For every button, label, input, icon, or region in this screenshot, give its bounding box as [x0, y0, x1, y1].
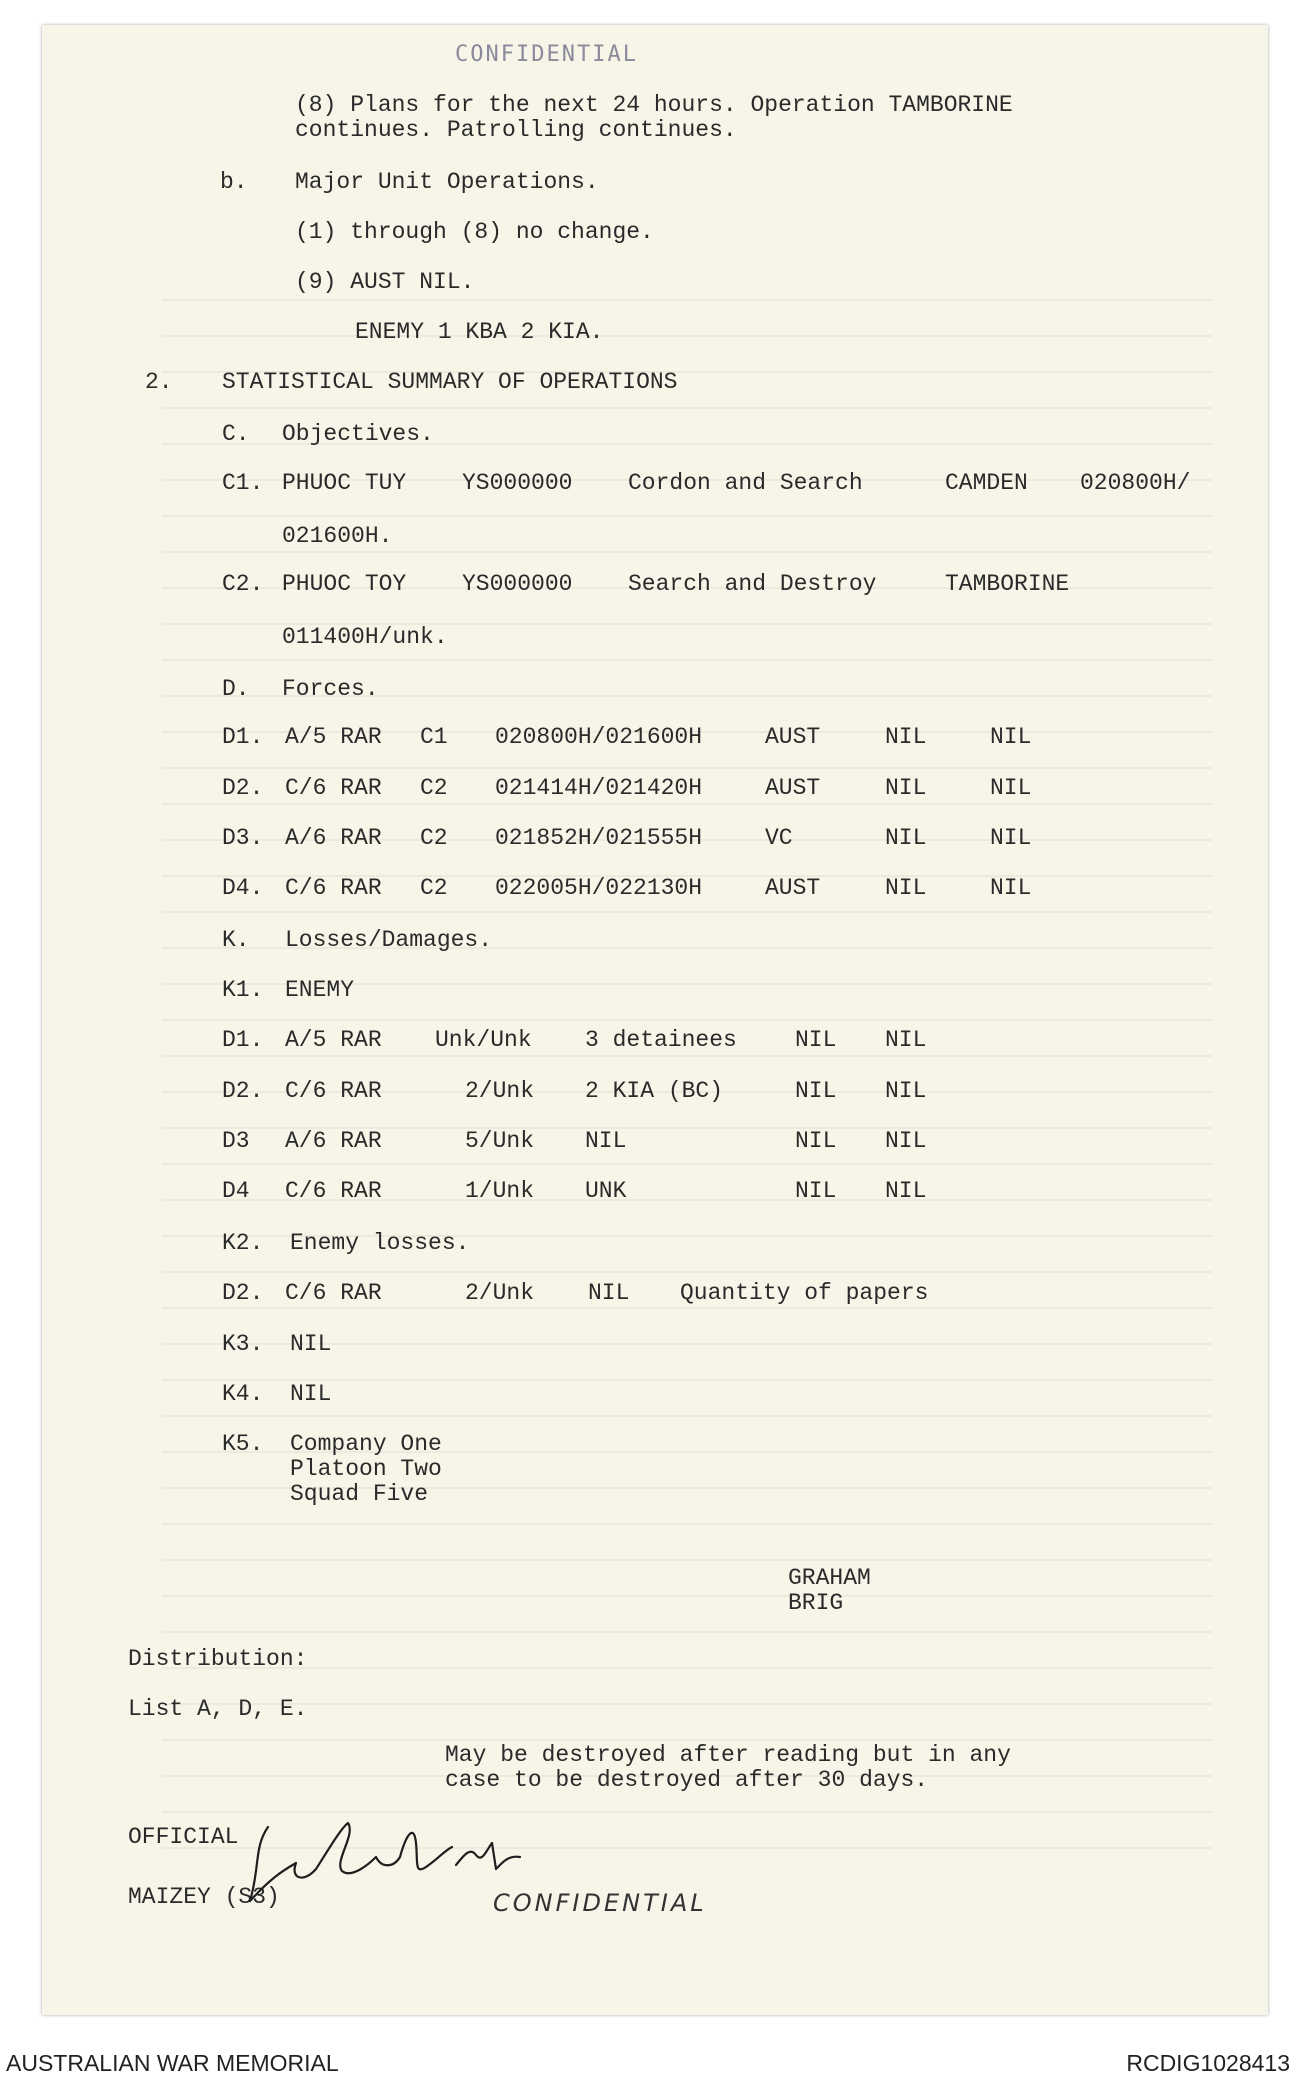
header-stamp: CONFIDENTIAL: [455, 42, 638, 67]
para-b-title: Major Unit Operations.: [295, 169, 599, 195]
loss-val: NIL: [795, 1027, 837, 1053]
para-a8-line2: continues. Patrolling continues.: [295, 117, 737, 143]
loss-unit: C/6 RAR: [285, 1078, 382, 1104]
loss-desc: UNK: [585, 1178, 627, 1204]
obj-type: Search and Destroy: [628, 571, 877, 597]
punch-hole: [1280, 840, 1302, 866]
b-item: (1) through (8) no change.: [295, 219, 654, 245]
official-label: OFFICIAL: [128, 1824, 239, 1850]
force-val: NIL: [885, 875, 927, 901]
k2-row-unit: C/6 RAR: [285, 1280, 382, 1306]
distribution-list: List A, D, E.: [128, 1696, 308, 1722]
k1-title: ENEMY: [285, 977, 355, 1003]
loss-desc: 2 KIA (BC): [585, 1078, 724, 1104]
force-unit: C/6 RAR: [285, 875, 382, 901]
forces-title: Forces.: [282, 676, 379, 702]
punch-hole: [1280, 1255, 1302, 1281]
force-obj: C2: [420, 875, 448, 901]
k4-id: K4.: [222, 1381, 264, 1407]
k5-id: K5.: [222, 1431, 264, 1457]
k5-line: Squad Five: [290, 1481, 429, 1507]
k3-value: NIL: [290, 1331, 332, 1357]
force-side: AUST: [765, 724, 821, 750]
confidential-stamp: CONFIDENTIAL: [493, 1889, 707, 1917]
loss-id: D3: [222, 1128, 250, 1154]
loss-val: NIL: [795, 1178, 837, 1204]
loss-val: NIL: [795, 1078, 837, 1104]
k2-row-extra: Quantity of papers: [680, 1280, 929, 1306]
bleed-through-text: [162, 265, 1212, 1865]
obj-id: C1.: [222, 470, 264, 496]
footer-catalog-id: RCDIG1028413: [1126, 2050, 1290, 2076]
para-a8-line1: (8) Plans for the next 24 hours. Operation TAMBORINE: [295, 92, 1013, 118]
loss-id: D2.: [222, 1078, 264, 1104]
obj-op: CAMDEN: [945, 470, 1028, 496]
loss-ratio: 2/Unk: [465, 1078, 535, 1104]
k2-row-ratio: 2/Unk: [465, 1280, 535, 1306]
obj-grid: YS000000: [462, 571, 573, 597]
k5-line: Platoon Two: [290, 1456, 442, 1482]
forces-label: D.: [222, 676, 250, 702]
obj-time-cont: 021600H.: [282, 523, 393, 549]
obj-province: PHUOC TOY: [282, 571, 407, 597]
k2-row-desc: NIL: [588, 1280, 630, 1306]
force-val: NIL: [990, 825, 1032, 851]
force-id: D2.: [222, 775, 264, 801]
force-id: D3.: [222, 825, 264, 851]
force-unit: A/5 RAR: [285, 724, 382, 750]
loss-ratio: Unk/Unk: [435, 1027, 532, 1053]
k5-line: Company One: [290, 1431, 442, 1457]
loss-ratio: 1/Unk: [465, 1178, 535, 1204]
distribution-label: Distribution:: [128, 1646, 308, 1672]
obj-id: C2.: [222, 571, 264, 597]
force-side: AUST: [765, 775, 821, 801]
loss-id: D4: [222, 1178, 250, 1204]
force-obj: C2: [420, 775, 448, 801]
loss-desc: NIL: [585, 1128, 627, 1154]
force-val: NIL: [990, 775, 1032, 801]
loss-ratio: 5/Unk: [465, 1128, 535, 1154]
objectives-label: C.: [222, 421, 250, 447]
k3-id: K3.: [222, 1331, 264, 1357]
loss-val: NIL: [885, 1178, 927, 1204]
loss-id: D1.: [222, 1027, 264, 1053]
obj-time-cont: 011400H/unk.: [282, 624, 448, 650]
footer-archive: AUSTRALIAN WAR MEMORIAL: [6, 2050, 339, 2076]
loss-val: NIL: [885, 1027, 927, 1053]
losses-title: Losses/Damages.: [285, 927, 493, 953]
obj-op: TAMBORINE: [945, 571, 1070, 597]
force-id: D4.: [222, 875, 264, 901]
force-obj: C1: [420, 724, 448, 750]
losses-label: K.: [222, 927, 250, 953]
force-val: NIL: [885, 724, 927, 750]
obj-time: 020800H/: [1080, 470, 1191, 496]
force-time: 021852H/021555H: [495, 825, 703, 851]
k1-id: K1.: [222, 977, 264, 1003]
b-item: ENEMY 1 KBA 2 KIA.: [355, 319, 604, 345]
b-item: (9) AUST NIL.: [295, 269, 475, 295]
signatory-name: GRAHAM: [788, 1565, 871, 1591]
obj-type: Cordon and Search: [628, 470, 863, 496]
k2-title: Enemy losses.: [290, 1230, 470, 1256]
objectives-title: Objectives.: [282, 421, 434, 447]
force-unit: C/6 RAR: [285, 775, 382, 801]
force-time: 022005H/022130H: [495, 875, 703, 901]
loss-val: NIL: [885, 1128, 927, 1154]
loss-val: NIL: [795, 1128, 837, 1154]
force-obj: C2: [420, 825, 448, 851]
force-unit: A/6 RAR: [285, 825, 382, 851]
force-val: NIL: [885, 825, 927, 851]
force-val: NIL: [885, 775, 927, 801]
loss-unit: A/6 RAR: [285, 1128, 382, 1154]
para-b-label: b.: [220, 169, 248, 195]
force-id: D1.: [222, 724, 264, 750]
loss-unit: C/6 RAR: [285, 1178, 382, 1204]
k2-id: K2.: [222, 1230, 264, 1256]
official-name: MAIZEY (S3): [128, 1884, 280, 1910]
signatory-rank: BRIG: [788, 1590, 844, 1616]
force-val: NIL: [990, 875, 1032, 901]
loss-desc: 3 detainees: [585, 1027, 737, 1053]
obj-province: PHUOC TUY: [282, 470, 407, 496]
force-time: 021414H/021420H: [495, 775, 703, 801]
force-side: AUST: [765, 875, 821, 901]
k2-row-id: D2.: [222, 1280, 264, 1306]
destroy-note: May be destroyed after reading but in any: [445, 1742, 1011, 1768]
force-side: VC: [765, 825, 793, 851]
loss-unit: A/5 RAR: [285, 1027, 382, 1053]
section-title: STATISTICAL SUMMARY OF OPERATIONS: [222, 369, 678, 395]
force-time: 020800H/021600H: [495, 724, 703, 750]
k4-value: NIL: [290, 1381, 332, 1407]
loss-val: NIL: [885, 1078, 927, 1104]
section-number: 2.: [145, 369, 173, 395]
force-val: NIL: [990, 724, 1032, 750]
obj-grid: YS000000: [462, 470, 573, 496]
destroy-note: case to be destroyed after 30 days.: [445, 1767, 929, 1793]
